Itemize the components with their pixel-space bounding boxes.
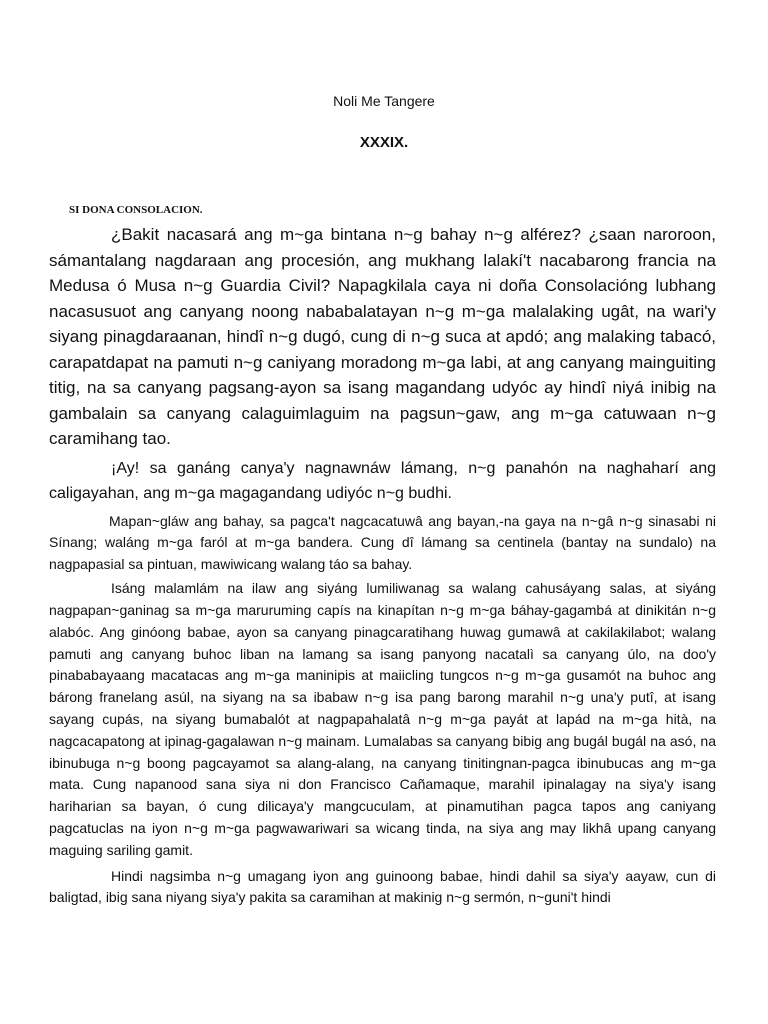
paragraph-4: Isáng malamlám na ilaw ang siyáng lumiliwanag sa walang cahusáyang salas, at siyáng nagpapan~ganinag sa m~ga maruruming capís na kinapítan n~g m~ga báhay-gagambá at dinikitán n~g alabóc. Ang ginóong babae, ayon sa canyang pinagcaratihang huwag gumawâ at cakilakilabot; walang pamuti ang canyang buhoc liban na lamang sa isang panyong nacatalì sa canyang úlo, na doo'y pinababayaang macatacas ang m~ga maninipis at maiicling tungcos n~g m~ga gusamót na buhoc ang bárong franelang asúl, na siyang na sa ibabaw n~g isa pang barong marahil n~g una'y putî, at isang sayang cupás, na siyang bumabalót at nagpapahalatâ n~g m~ga payát at lapád na m~ga hità, na nagcacapatong at ipinag-gagalawan n~g mainam. Lumalabas sa canyang bibig ang bugál bugál na asó, na ibinubuga n~g boong pagcayamot sa alang-alang, na canyang tinitingnan-pagca ibinubucas ang m~ga mata. Cung napanood sana siya ni don Francisco Cañamaque, marahil ipinalagay na siya'y isang hariharian sa bayan, ó cung dilicaya'y mangcuculam, at pinamutihan pagca tapos ang caniyang pagcatuclas na iyon n~g m~ga pagwawariwari sa wicang tinda, na siya ang may likhâ upang canyang maguing sariling gamit. bbox=[49, 580, 716, 858]
running-title: Noli Me Tangere bbox=[333, 93, 435, 109]
chapter-body bbox=[49, 222, 716, 909]
paragraph-3: Mapan~gláw ang bahay, sa pagca't nagcacatuwâ ang bayan,-na gaya na n~gâ n~g sinasabi ni Sínang; waláng m~ga faról at m~ga bandera. Cung dî lámang sa centinela (bantay na sundalo) na nagpapasial sa pintuan, mawiwicang walang táo sa bahay. bbox=[49, 512, 716, 572]
paragraph-2: ¡Ay! sa ganáng canya'y nagnawnáw lámang, n~g panahón na naghaharí ang caligayahan, ang m~ga magagandang udiyóc n~g budhi. bbox=[49, 459, 716, 502]
chapter-number: XXXIX. bbox=[359, 134, 409, 151]
paragraph-1: ¿Bakit nacasará ang m~ga bintana n~g bahay n~g alférez? ¿saan naroroon, sámantalang nagdaraan ang procesión, ang mukhang lalakí't nacabarong francia na Medusa ó Musa n~g Guardia Civil? Napagkilala caya ni doña Consolacióng lubhang nacasusuot ang canyang noong nababalatayan n~g m~ga malalaking ugât, na wari'y siyang pinagdaraanan, hindî n~g dugó, cung di n~g suca at apdó; ang malaking tabacó, carapatdapat na pamuti n~g caniyang moradong m~ga labi, at ang canyang mainguiting titig, na sa canyang pagsang-ayon sa isang magandang udyóc ay hindî niyá inibig na gambalain sa canyang calaguimlaguim na pagsun~gaw, ang m~ga catuwaan n~g caramihang tao. bbox=[49, 225, 716, 448]
paragraph-5: Hindi nagsimba n~g umagang iyon ang guinoong babae, hindi dahil sa siya'y aayaw, cun di baligtad, ibig sana niyang siya'y pakita sa caramihan at makinig n~g sermón, n~guni't hindi bbox=[49, 867, 716, 906]
section-heading: SI DONA CONSOLACION. bbox=[69, 204, 203, 216]
